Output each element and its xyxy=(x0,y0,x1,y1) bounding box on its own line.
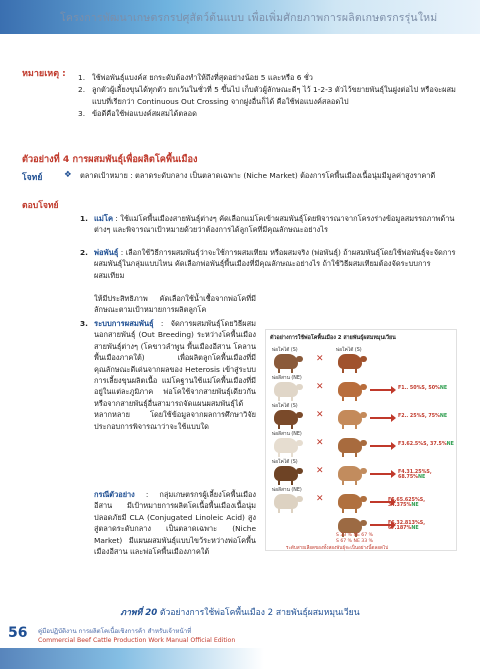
cow-icon xyxy=(274,354,298,369)
sire-label-2: พ่อโคไต้ (S) xyxy=(272,404,298,409)
note-item-2: 2. ลูกตัวผู้เลี้ยงขุนได้ทุกตัว ยกเว้นในชั่วที่ 5 ขึ้นไป เก็บตัวผู้ลักษณะดีๆ ไว้ 1-2-3 ตัวไว้ขยายพันธุ์ในฝูงต่อไป หรือจะผสมแบบที่เรียกว่า Continuous Out Crossing จากฝูงอื่นก็ได้ คือใช้พ่อแบงค์สลอดไป xyxy=(78,85,456,106)
footer-decoration xyxy=(0,648,480,669)
answer-point-3: 3. ระบบการผสมพันธุ์ : จัดการผสมพันธุ์โดยวิธีผสมนอกสายพันธุ์ (Out Breeding) ระหว่างโคพื้นเมืองสายพันธุ์ต่างๆ (โคขาวลำพูน พื้นเมืองอีสาน โคลาน พื้นเมืองภาคใต้) เพื่อผลิตลูกโคพื้นเมืองที่มีคุณลักษณะดีเด่นจากผลของ Heterosis เข้าสู่ระบบการเลี้ยงขุนผลิตเนื้อ แม่โคฐานใช้แม่โคพื้นเมืองที่มีอยู่ในแต่ละภูมิภาค พ่อโคใช้จากสายพันธุ์เดียวกันหรือจากสายพันธุ์อื่นสามารถจัดแผนผสมพันธุ์ได้หลากหลาย โดยใช้ข้อมูลจากผลการศึกษาวิจัยประกอบการพิจารณาว่าจะใช้แบบใด xyxy=(80,319,256,431)
cow-icon xyxy=(338,438,362,453)
bull-icon xyxy=(274,466,298,481)
cow-icon xyxy=(338,466,362,481)
result-f4: F4.31.25%S, 68.75%NE xyxy=(398,470,432,480)
bull-icon xyxy=(274,438,298,453)
arrow-icon xyxy=(370,473,392,475)
case-example: กรณีตัวอย่าง : กลุ่มเกษตรกรผู้เลี้ยงโคพื้นเมืองอีสาน มีเป้าหมายการผลิตโคเนื้อพื้นเมืองเนื้อนุ่มปลอดภัยมี CLA (Conjugated Linoleic Acid) สูงสู่ตลาดระดับกลาง เป็นตลาดเฉพาะ (Niche Market) มีแผนผสมพันธุ์แบบไขว้ระหว่างพ่อโคพื้นเมืองอีสาน และพ่อโคพื้นเมืองภาคใต้ xyxy=(94,490,256,557)
figure-caption: ภาพที่ 20 ตัวอย่างการใช้พ่อโคพื้นเมือง 2 สายพันธุ์ผสมหมุนเวียน xyxy=(120,608,360,618)
cross-icon: ✕ xyxy=(316,466,324,476)
cow-icon xyxy=(338,494,362,509)
sire-label-3: พ่อลีสาน (NE) xyxy=(272,432,302,437)
calf-icon xyxy=(338,518,362,533)
answer-point-2-cont: ให้มีประสิทธิภาพ คัดเลือกใช้น้ำเชื้อจากพ่อโคที่มีลักษณะตามเป้าหมายการผลิตลูกโค xyxy=(94,294,256,315)
footer-title-en: Commercial Beef Cattle Production Work Manual Official Edition xyxy=(38,637,236,644)
cross-icon: ✕ xyxy=(316,354,324,364)
dam-label: พ่อโคไต้ (S) xyxy=(272,348,298,353)
result-f3: F3.62.5%S, 37.5%NE xyxy=(398,442,454,447)
notes-title: หมายเหตุ : xyxy=(22,69,66,79)
bull-icon xyxy=(274,382,298,397)
cross-icon: ✕ xyxy=(316,382,324,392)
question-text: ตลาดเป้าหมาย : ตลาดระดับกลาง เป็นตลาดเฉพาะ (Niche Market) ต้องการโคพื้นเมืองเนื้อนุ่มมีมูลค่าสูงราคาดี xyxy=(80,171,436,180)
result-f2: F2.. 25%S, 75%NE xyxy=(398,414,448,419)
example-title: ตัวอย่างที่ 4 การผสมพันธุ์เพื่อผลิตโคพื้นเมือง xyxy=(22,154,198,165)
cow-icon xyxy=(338,382,362,397)
breeding-diagram xyxy=(265,329,457,551)
sire-label-1: พ่อลีสาน (NE) xyxy=(272,376,302,381)
answer-label: ตอบโจทย์ xyxy=(22,201,59,211)
answer-point-2: 2. พ่อพันธุ์ : เลือกใช้วิธีการผสมพันธุ์ว่าจะใช้การผสมเทียม หรือผสมจริง (พ่อพันธุ์) ถ้าผสมพันธุ์โดยใช้พ่อพันธุ์จะจัดการผสมพันธุ์ในกลุ่มแบบไหน คัดเลือกพ่อพันธุ์พื้นเมืองที่มีคุณลักษณะอย่างไร ถ้าใช้วิธีผสมเทียมต้องจัดระบบการผสมเทียม xyxy=(80,248,456,280)
answer-point-1: 1. แม่โค : ใช้แม่โคพื้นเมืองสายพันธุ์ต่างๆ คัดเลือกแม่โคเข้าผสมพันธุ์โดยพิจารณาจากโครงร่างข้อมูลสมรรถภาพด้านต่างๆ และพิจารณาเป้าหมายด้วยว่าต้องการได้ลูกโคที่มีคุณลักษณะอย่างไร xyxy=(80,214,455,235)
result-f5: F5.65.625%S, 34.375%NE xyxy=(388,498,426,508)
arrow-icon xyxy=(370,389,392,391)
sire-label: พ่อโคไต้ (S) xyxy=(336,348,362,353)
diagram-foot-3: ระดับสายเลือดของทั้งสองพันธุ์จะเป็นอย่างนี้ตลอดไป xyxy=(286,546,389,551)
sire-label-4: พ่อโคไต้ (S) xyxy=(272,460,298,465)
result-f1: F1.. 50%S, 50%NE xyxy=(398,386,448,391)
note-item-1: 1. ใช้พ่อพันธุ์แบงค์ส ยกระดับต้องทำให้ถึงที่สุดอย่างน้อย 5 และหรือ 6 ชั่ว xyxy=(78,73,313,82)
arrow-icon xyxy=(370,417,392,419)
cross-icon: ✕ xyxy=(316,438,324,448)
bull-icon xyxy=(338,354,362,369)
bull-icon xyxy=(274,494,298,509)
diagram-foot-1: S 33 % NE 67 % xyxy=(336,533,373,538)
result-f6: F6.32.813%S, 67.187%NE xyxy=(388,521,426,531)
notes-list xyxy=(78,72,458,121)
cow-icon xyxy=(338,410,362,425)
header-title: โครงการพัฒนาเกษตรกรปศุสัตว์ต้นแบบ เพื่อเพิ่มศักยภาพการผลิตเกษตรกรรุ่นใหม่ xyxy=(60,12,438,24)
diagram-foot-2: S 67 % NE 33 % xyxy=(336,539,373,544)
page-number: 56 xyxy=(8,625,28,641)
footer-title-th: คู่มือปฏิบัติงาน การผลิตโคเนื้อเชิงการค้า สำหรับเจ้าหน้าที่ xyxy=(38,628,192,635)
diagram-title: ตัวอย่างการใช้พ่อโคพื้นเมือง 2 สายพันธุ์ผสมหมุนเวียน xyxy=(270,335,396,341)
sire-label-5: พ่อลีสาน (NE) xyxy=(272,488,302,493)
cross-icon: ✕ xyxy=(316,494,324,504)
question-label: โจทย์ xyxy=(22,173,43,183)
cross-icon: ✕ xyxy=(316,410,324,420)
arrow-icon xyxy=(370,445,392,447)
bull-icon xyxy=(274,410,298,425)
note-item-3: 3. ข้อดีคือใช้พ่อแบงค์สผสมได้ตลอด xyxy=(78,109,197,119)
question-bullet: ❖ xyxy=(64,170,72,180)
